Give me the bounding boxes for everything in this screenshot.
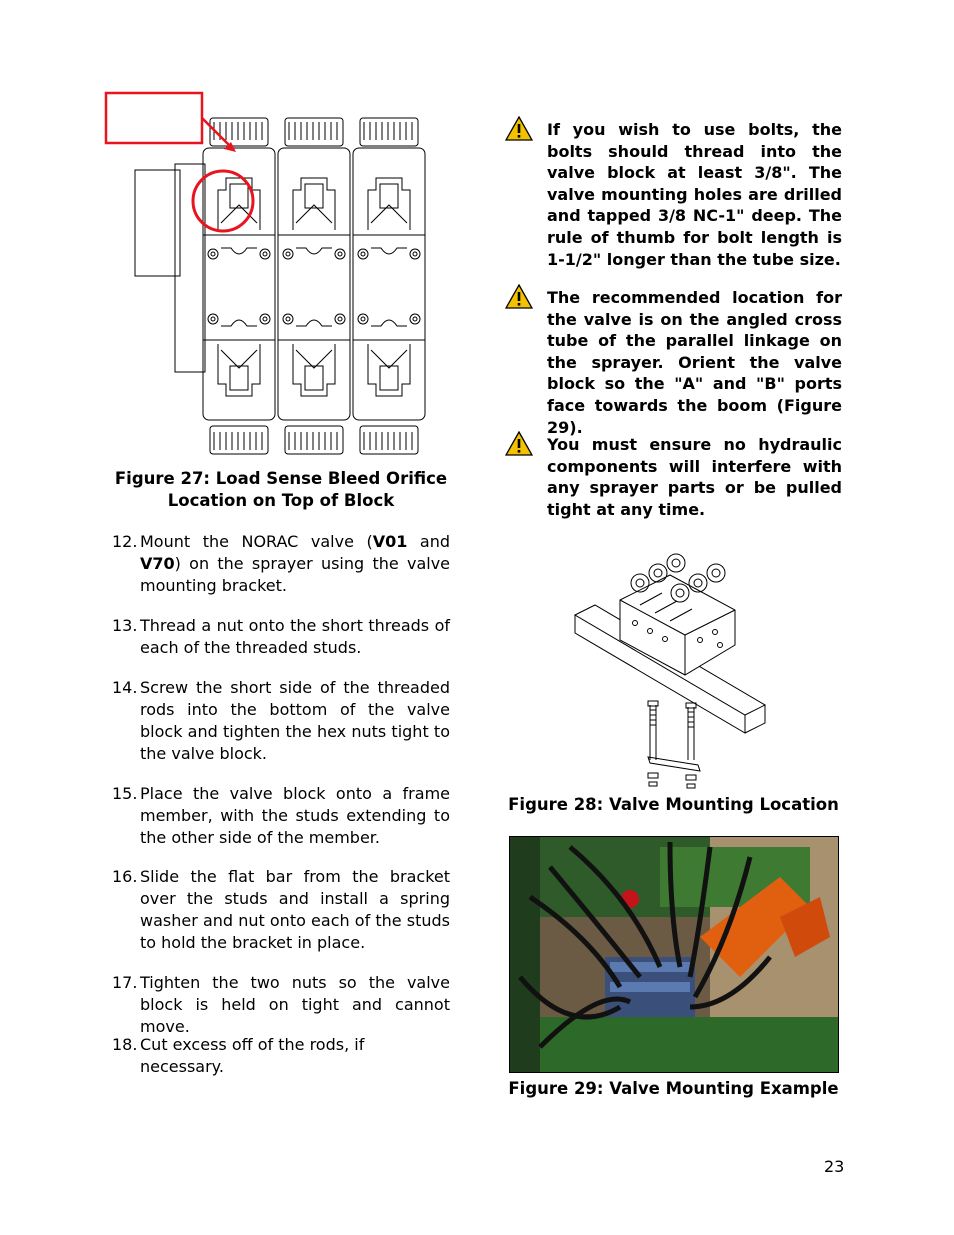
warning-triangle-icon [505, 431, 533, 457]
step-number: 17. [112, 973, 138, 992]
figure-27-drawing [100, 88, 440, 458]
warning-text: You must ensure no hydraulic components will interfere with any sprayer parts or be pulled tight at any time. [547, 435, 842, 519]
step-text: Cut excess off of the rods, if necessary. [140, 1035, 365, 1076]
warning-text: The recommended location for the valve is on the angled cross tube of the parallel linkage on the sprayer. Orient the valve block so the "A" and "B" ports face towards the boom (Figure 29). [547, 288, 842, 437]
figure-28-drawing [570, 545, 770, 790]
step-text: Thread a nut onto the short threads of each of the threaded studs. [140, 616, 450, 657]
step-text: Mount the NORAC valve (V01 and V70) on the sprayer using the valve mounting bracket. [140, 532, 450, 595]
valve-code-v70: V70 [140, 554, 175, 573]
page-number: 23 [824, 1157, 845, 1176]
step-text: Slide the flat bar from the bracket over the studs and install a spring washer and nut onto each of the studs to hold the bracket in place. [140, 867, 450, 952]
figure-29-photo [509, 836, 839, 1073]
figure-29-caption: Figure 29: Valve Mounting Example [508, 1079, 839, 1098]
valve-code-v01: V01 [372, 532, 408, 551]
warning-text: If you wish to use bolts, the bolts should thread into the valve block at least 3/8". The valve mounting holes are drilled and tapped 3/8 NC-1" deep. The rule of thumb for bolt length is 1-1/2" longer than the tube size. [547, 120, 842, 269]
step-text: Tighten the two nuts so the valve block is held on tight and cannot move. [140, 973, 450, 1036]
step-number: 14. [112, 678, 138, 697]
figure-27-caption [112, 468, 450, 512]
step-number: 16. [112, 867, 138, 886]
figure-28-caption: Figure 28: Valve Mounting Location [508, 795, 839, 814]
figure-27-caption-line1: Figure 27: Load Sense Bleed Orifice [114, 469, 448, 488]
warning-triangle-icon [505, 116, 533, 142]
step-text: Place the valve block onto a frame member, with the studs extending to the other side of the member. [140, 784, 450, 847]
warning-triangle-icon [505, 284, 533, 310]
step-number: 13. [112, 616, 138, 635]
step-number: 12. [112, 532, 138, 551]
figure-27-caption-line2: Location on Top of Block [167, 491, 395, 510]
step-number: 15. [112, 784, 138, 803]
step-text: Screw the short side of the threaded rods into the bottom of the valve block and tighten the hex nuts tight to the valve block. [140, 678, 450, 763]
step-number: 18. [112, 1035, 138, 1054]
